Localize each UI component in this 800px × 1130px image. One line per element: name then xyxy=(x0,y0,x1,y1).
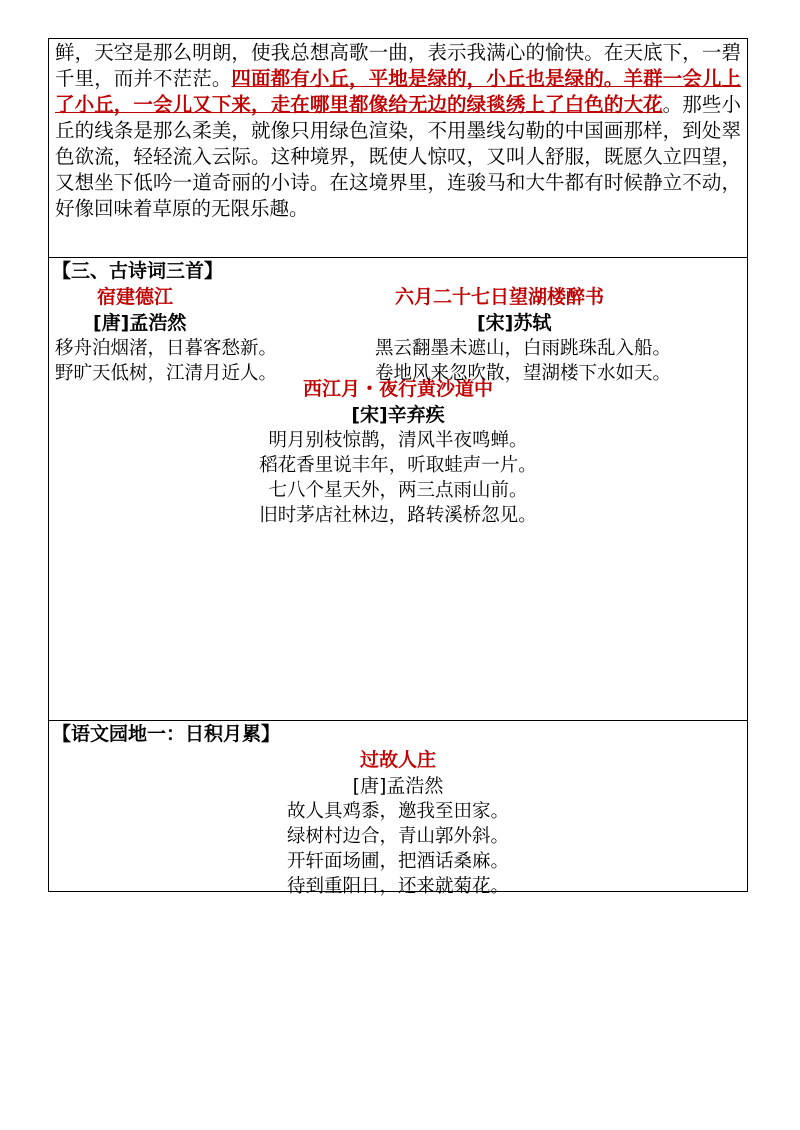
poem-sujiandejiang xyxy=(55,284,355,386)
poem-title: 六月二十七日望湖楼醉书 xyxy=(395,286,605,308)
poem-line: 开轩面场圃，把酒话桑麻。 xyxy=(286,851,509,872)
poem-author: [唐]孟浩然 xyxy=(93,312,187,334)
section-heading: 【三、古诗词三首】 xyxy=(52,260,224,282)
poem-guoguren xyxy=(55,747,741,899)
poem-wanghulou xyxy=(375,284,745,386)
poem-line: 故人具鸡黍，邀我至田家。 xyxy=(286,801,509,822)
poem-line: 七八个星天外，两三点雨山前。 xyxy=(268,480,528,501)
poem-author: [唐]孟浩然 xyxy=(352,775,444,797)
poem-line: 黑云翻墨未遮山，白雨跳珠乱入船。 xyxy=(375,338,672,359)
prose-highlight: 四面都有小丘，平地是绿的，小丘也是绿的。羊群一会儿上了小丘，一会儿又下来，走在哪里都像给无边的绿毯绣上了白色的大花 xyxy=(55,67,741,116)
poem-line: 待到重阳日，还来就菊花。 xyxy=(286,876,509,897)
poem-author: [宋]苏轼 xyxy=(477,312,552,334)
poem-line: 野旷天低树，江清月近人。 xyxy=(55,363,278,384)
poem-pair xyxy=(55,284,741,384)
poem-title: 西江月・夜行黄沙道中 xyxy=(302,378,493,400)
prose-text-2: 。那些小丘的线条是那么柔美，就像只用绿色渲染，不用墨线勾勒的中国画那样，到处翠色欲流，轻轻流入云际。这种境界，既使人惊叹，又叫人舒服，既愿久立四望，又想坐下低吟一道奇丽的小诗。在这境界里，连骏马和大牛都有时候静立不动，好像回味着草原的无限乐趣。 xyxy=(55,93,741,220)
poem-line: 稻花香里说丰年，听取蛙声一片。 xyxy=(259,455,537,476)
section-heading: 【语文园地一：日积月累】 xyxy=(52,723,281,745)
prose-text-1: 鲜，天空是那么明朗，使我总想高歌一曲，表示我满心的愉快。在天底下，一碧千里，而并不茫茫。 xyxy=(55,41,741,90)
poem-xijiangyue xyxy=(55,376,741,528)
prose-cell xyxy=(48,39,748,258)
poem-line: 绿树村边合，青山郭外斜。 xyxy=(286,826,509,847)
poem-line: 旧时茅店社林边，路转溪桥忽见。 xyxy=(259,505,537,526)
section-ancient-poems xyxy=(48,258,748,721)
poem-title: 过故人庄 xyxy=(359,749,436,771)
poem-line: 卷地风来忽吹散，望湖楼下水如天。 xyxy=(375,363,672,384)
poem-author: [宋]辛弃疾 xyxy=(351,404,445,426)
poem-line: 明月别枝惊鹊，清风半夜鸣蝉。 xyxy=(268,430,528,451)
document-table xyxy=(48,38,748,897)
section-daily-accumulation xyxy=(48,721,748,897)
poem-line: 移舟泊烟渚，日暮客愁新。 xyxy=(55,338,278,359)
poem-title: 宿建德江 xyxy=(97,286,174,308)
